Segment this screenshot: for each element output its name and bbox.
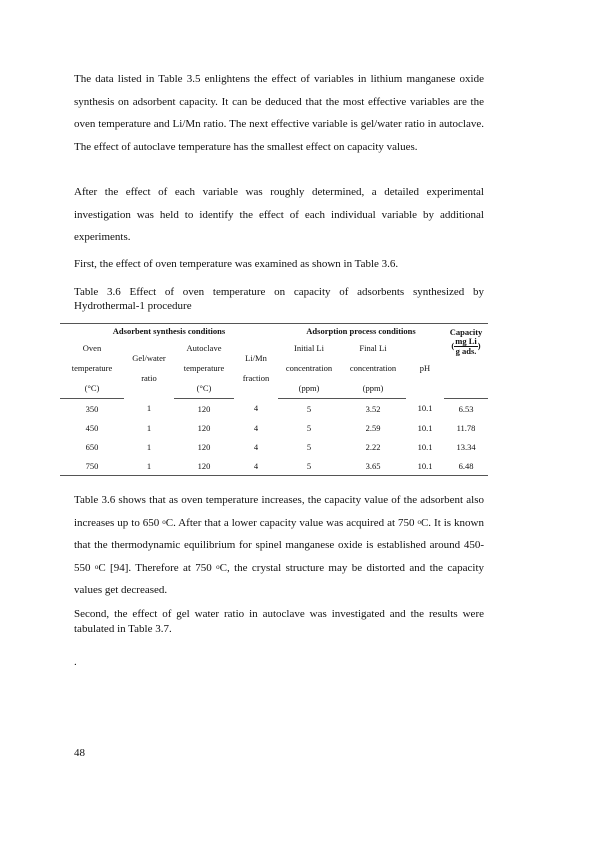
p4-part-a: Table 3.6 shows that as oven temperature increases, the capacity value of the adsorbent also increases up to 650	[74, 494, 484, 529]
p4-part-c: C. It is known that the thermodynamic equilibrium for spinel manganese oxide is established around 450-550	[74, 516, 484, 574]
cell-final-li: 3.65	[340, 456, 406, 476]
degree-sup: o	[216, 562, 220, 571]
capacity-unit	[444, 337, 488, 356]
p4-part-b: C. After that a lower capacity value was acquired at 750	[165, 516, 418, 529]
table-row	[60, 399, 488, 419]
unit-fraction	[454, 337, 478, 356]
cell-initial-li: 5	[306, 441, 312, 452]
cell-final-li: 2.22	[365, 441, 381, 452]
paragraph-oven-temperature-intro: First, the effect of oven temperature was examined as shown in Table 3.6.	[74, 258, 399, 270]
header-oven-2: temperature	[71, 363, 113, 373]
cell-gel-water: 1	[146, 441, 152, 452]
unit-numerator: mg Li	[455, 335, 477, 346]
cell-ph: 10.1	[417, 403, 433, 414]
header-li-mn	[234, 338, 278, 399]
header-gel-water	[124, 338, 174, 399]
cell-gel-water: 1	[146, 422, 152, 433]
paragraph-detailed-investigation: After the effect of each variable was roughly determined, a detailed experimental investigation was held to identify the effect of each individual variable by additional experiments.	[74, 186, 484, 243]
degree-sup: o	[417, 517, 421, 526]
cell-initial-li: 5	[306, 422, 312, 433]
table-body	[60, 399, 488, 476]
cell-autoclave-temp: 120	[174, 456, 234, 476]
header-group-synthesis: Adsorbent synthesis conditions	[60, 324, 278, 339]
header-autoclave-1: Autoclave	[186, 343, 222, 353]
paragraph-oven-temperature-discussion	[74, 489, 484, 602]
cell-oven-temp: 350	[85, 403, 99, 414]
header-oven-3: (°C)	[60, 378, 124, 399]
paragraph-variables-effect: The data listed in Table 3.5 enlightens the effect of variables in lithium manganese oxide synthesis on adsorbent capacity. It can be deduced that the most effective variables are the oven temperature and Li/Mn ratio. The next effective variable is gel/water ratio in autoclave. The effect of autoclave temperature has the smallest effect on capacity values.	[74, 73, 484, 153]
table-oven-temperature-effect	[60, 323, 488, 476]
cell-initial-li: 5	[278, 456, 340, 476]
cell-ph: 10.1	[417, 441, 433, 452]
cell-ph: 10.1	[417, 422, 433, 433]
header-final-1: Final Li	[359, 343, 387, 353]
degree-sup: o	[94, 562, 99, 571]
header-initial-1: Initial Li	[294, 343, 324, 353]
cell-li-mn: 4	[253, 403, 259, 414]
paragraph-gel-water-ratio: Second, the effect of gel water ratio in autoclave was investigated and the results were tabulated in Table 3.7.	[74, 608, 484, 635]
header-limn-1: Li/Mn	[245, 353, 267, 364]
degree-sup: o	[162, 517, 166, 526]
header-final-3: (ppm)	[340, 378, 406, 399]
cell-capacity: 13.34	[456, 441, 476, 452]
cell-oven-temp: 650	[85, 441, 99, 452]
cell-autoclave-temp: 120	[197, 403, 211, 414]
header-ph: pH	[419, 363, 431, 374]
header-gel-1: Gel/water	[132, 353, 166, 364]
cell-oven-temp: 450	[85, 422, 99, 433]
cell-oven-temp: 750	[60, 456, 124, 476]
cell-capacity: 11.78	[456, 422, 476, 433]
header-final-2: concentration	[349, 363, 397, 373]
p4-part-d: C [94]. Therefore at 750	[98, 561, 217, 574]
stray-dot: .	[74, 656, 77, 668]
table-row	[60, 418, 488, 437]
paren-close: )	[477, 339, 481, 350]
capacity-label: Capacity	[449, 326, 483, 337]
header-autoclave-3: (°C)	[174, 378, 234, 399]
p4-part-e: C, the crystal structure may be distorted and the capacity values get decreased.	[74, 561, 485, 596]
header-initial-3: (ppm)	[278, 378, 340, 399]
cell-final-li: 3.52	[365, 403, 381, 414]
cell-final-li: 2.59	[365, 422, 381, 433]
header-capacity	[444, 324, 488, 359]
table-caption: Table 3.6 Effect of oven temperature on capacity of adsorbents synthesized by Hydrothermal-1 procedure	[74, 286, 484, 312]
header-limn-2: fraction	[242, 373, 270, 384]
cell-ph: 10.1	[406, 456, 444, 476]
cell-autoclave-temp: 120	[197, 422, 211, 433]
header-initial-2: concentration	[285, 363, 333, 373]
cell-gel-water: 1	[124, 456, 174, 476]
header-gel-2: ratio	[141, 373, 157, 384]
table-row	[60, 456, 488, 476]
cell-capacity: 6.48	[444, 456, 488, 476]
page-number: 48	[74, 747, 85, 759]
header-autoclave-2: temperature	[183, 363, 225, 373]
unit-denominator: g ads.	[455, 345, 477, 356]
header-group-adsorption: Adsorption process conditions	[278, 324, 444, 339]
cell-li-mn: 4	[234, 456, 278, 476]
header-oven-1: Oven	[82, 343, 102, 353]
cell-autoclave-temp: 120	[197, 441, 211, 452]
cell-gel-water: 1	[146, 403, 152, 414]
table-row	[60, 437, 488, 456]
cell-capacity: 6.53	[458, 403, 474, 414]
cell-li-mn: 4	[253, 441, 259, 452]
paren-open: (	[451, 339, 455, 350]
header-capacity-spacer	[444, 358, 488, 399]
cell-initial-li: 5	[306, 403, 312, 414]
cell-li-mn: 4	[253, 422, 259, 433]
